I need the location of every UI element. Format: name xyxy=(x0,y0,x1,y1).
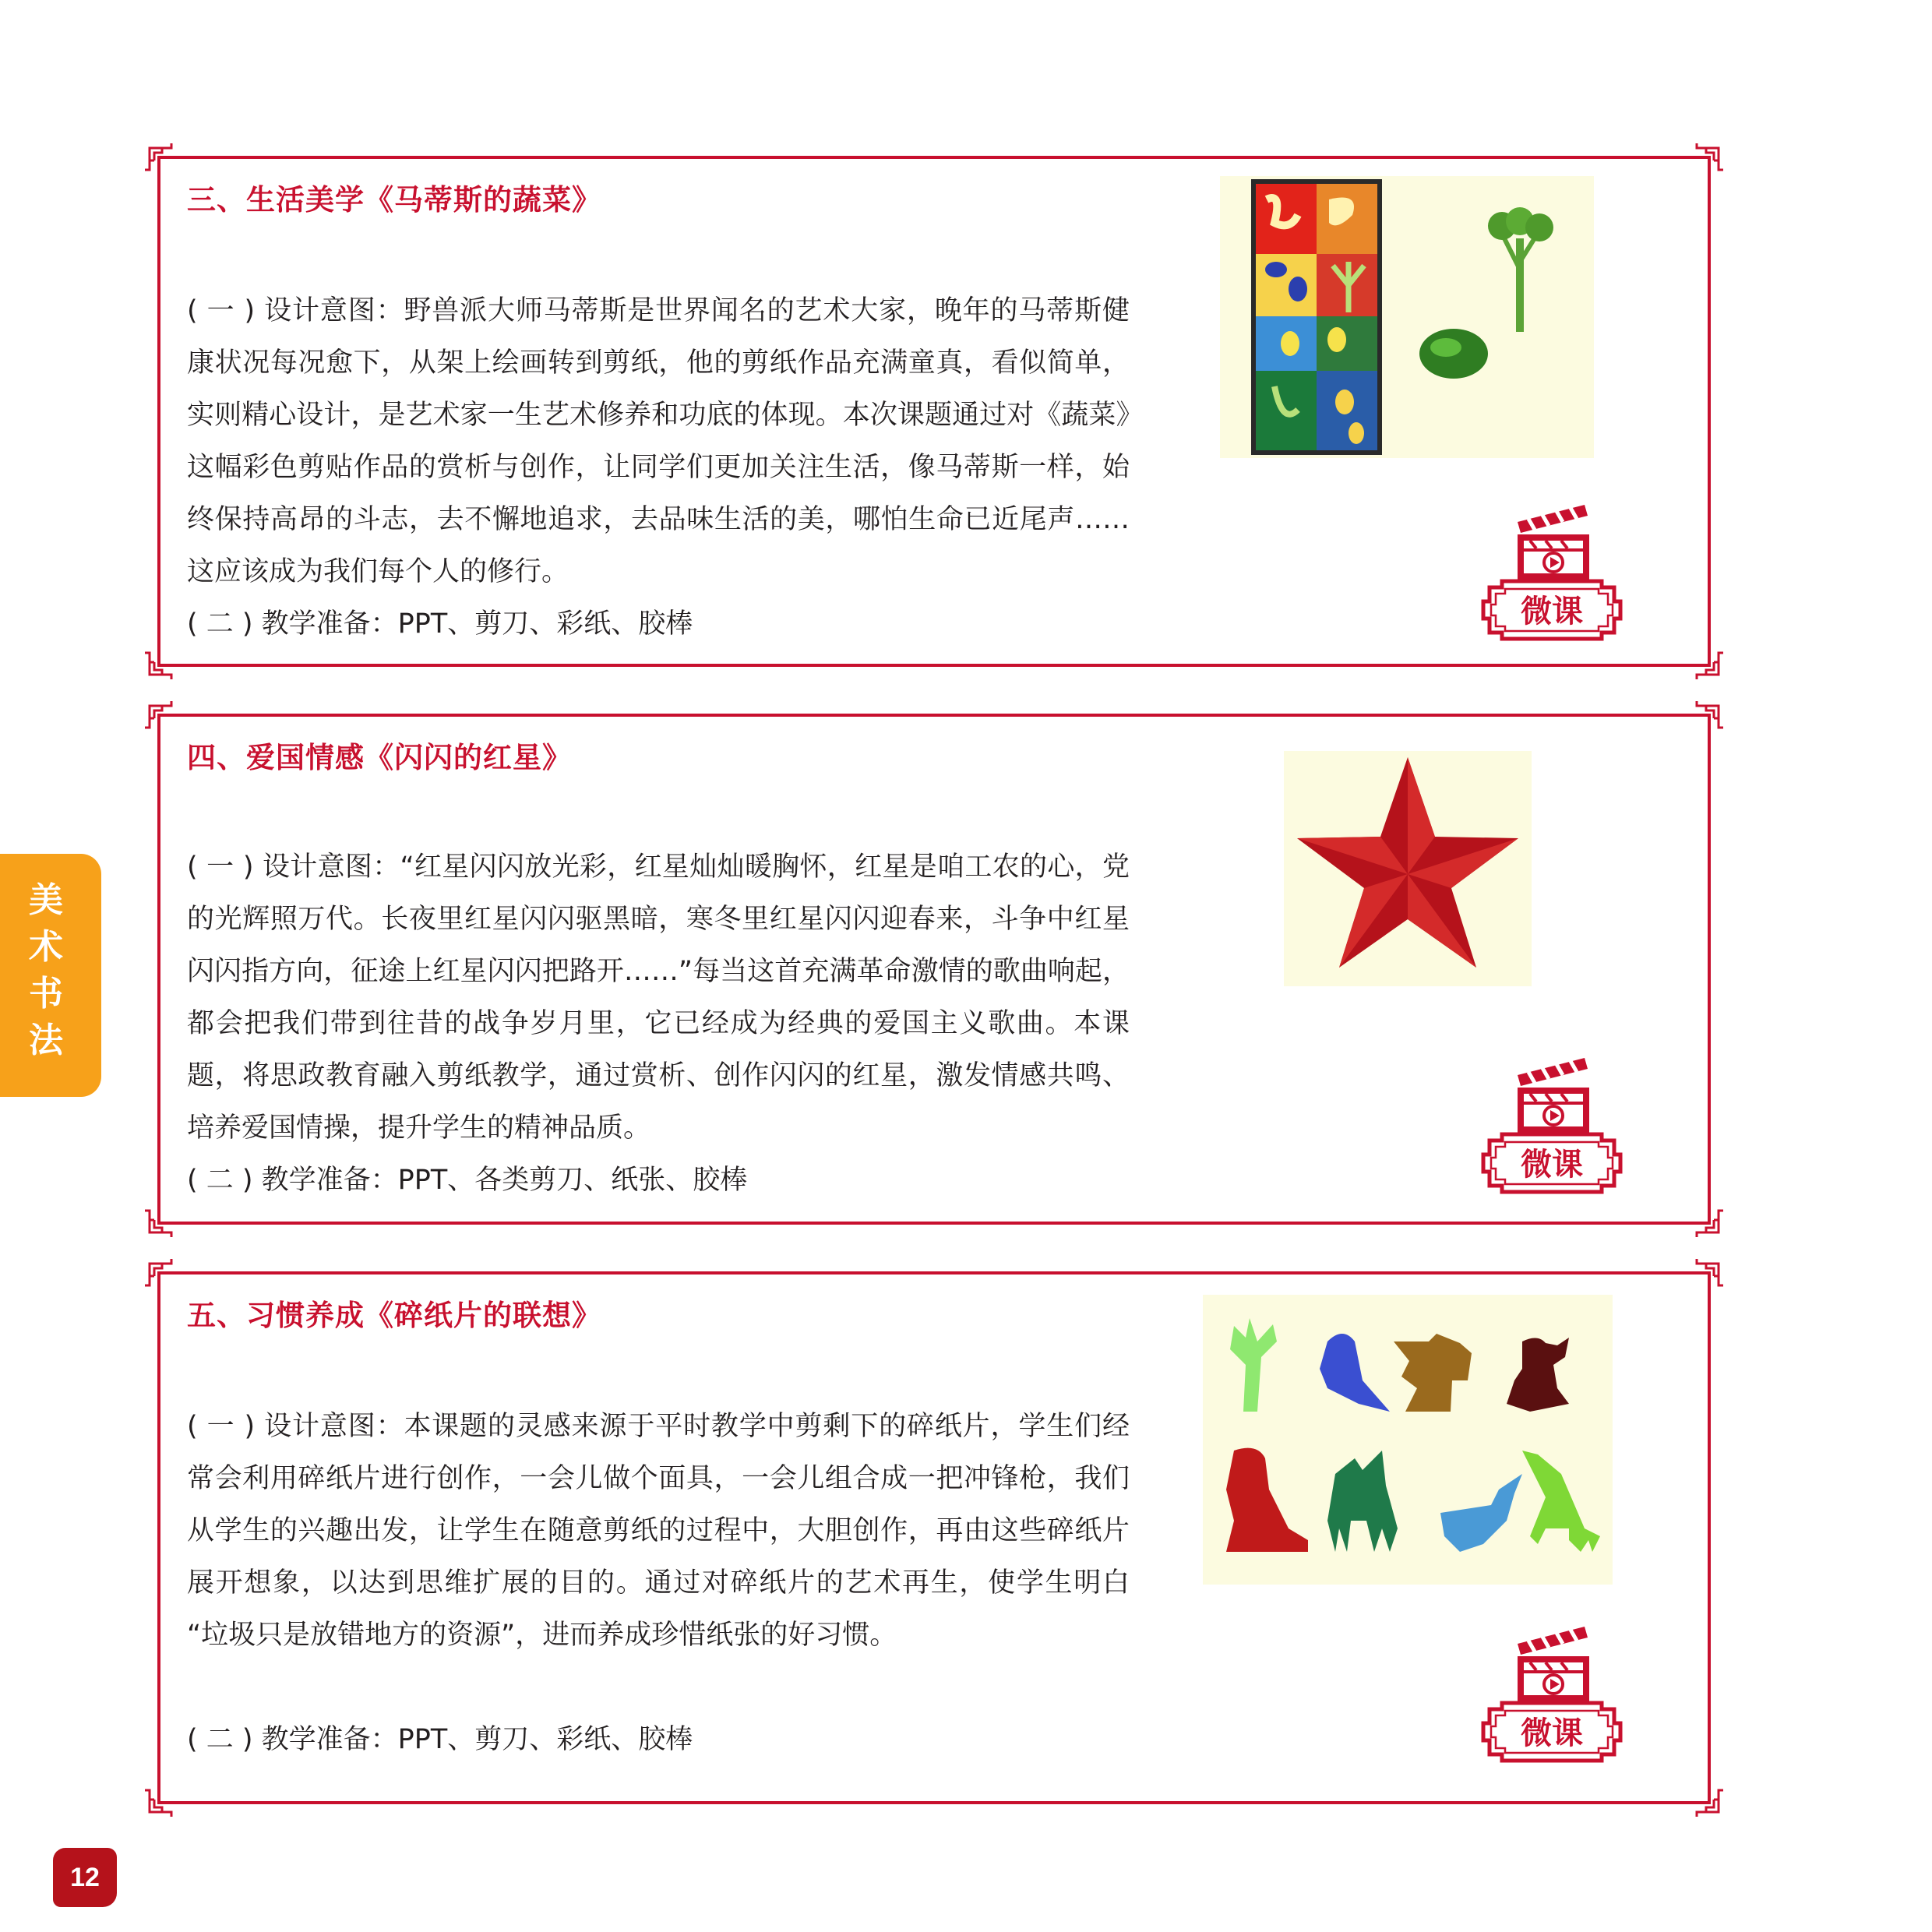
design-intent-text: ( 一 ) 设计意图：本课题的灵感来源于平时教学中剪剩下的碎纸片，学生们经常会利用碎纸片进行创作，一会儿做个面具，一会儿组合成一把冲锋枪，我们从学生的兴趣出发，让学生在随意剪纸的过程中，大胆创作，再由这些碎纸片展开想象，以达到思维扩展的目的。通过对碎纸片的艺术再生，使学生明白 “垃圾只是放错地方的资源”，进而养成珍惜纸张的好习惯。 xyxy=(187,1411,1130,1651)
side-tab-char: 法 xyxy=(29,1021,63,1060)
section-title: 四、爱国情感《闪闪的红星》 xyxy=(187,741,572,774)
side-tab-char: 书 xyxy=(29,974,63,1014)
paper-scraps-shapes-image xyxy=(1203,1295,1613,1585)
badge-label: 微课 xyxy=(1521,1715,1583,1751)
section-card-paper-scraps xyxy=(143,1257,1725,1818)
side-category-tab xyxy=(0,854,101,1097)
weike-microlesson-badge[interactable] xyxy=(1474,1614,1630,1770)
weike-microlesson-badge[interactable] xyxy=(1474,492,1630,648)
design-intent-text: ( 一 ) 设计意图：“红星闪闪放光彩，红星灿灿暖胸怀，红星是咱工农的心，党的光辉照万代。长夜里红星闪闪驱黑暗，寒冬里红星闪闪迎春来，斗争中红星闪闪指方向，征途上红星闪闪把路开……”每当这首充满革命激情的歌曲响起，都会把我们带到往昔的战争岁月里，它已经成为经典的爱国主义歌曲。本课题，将思政教育融入剪纸教学，通过赏析、创作闪闪的红星，激发情感共鸣、培养爱国情操，提升学生的精神品质。 xyxy=(187,851,1130,1144)
teaching-preparation: ( 二 ) 教学准备：PPT、各类剪刀、纸张、胶棒 xyxy=(187,1165,748,1196)
red-star-image xyxy=(1284,751,1532,986)
badge-label: 微课 xyxy=(1521,1147,1583,1183)
design-intent-text: ( 一 ) 设计意图：野兽派大师马蒂斯是世界闻名的艺术大家，晚年的马蒂斯健康状况每况愈下，从架上绘画转到剪纸，他的剪纸作品充满童真，看似简单，实则精心设计，是艺术家一生艺术修养和功底的体现。本次课题通过对《蔬菜》这幅彩色剪贴作品的赏析与创作，让同学们更加关注生活，像马蒂斯一样，始终保持高昂的斗志，去不懈地追求，去品味生活的美，哪怕生命已近尾声……这应该成为我们每个人的修行。 xyxy=(187,295,1130,587)
page-number: 12 xyxy=(53,1848,117,1907)
section-title: 三、生活美学《马蒂斯的蔬菜》 xyxy=(187,183,601,217)
matisse-vegetables-image xyxy=(1220,176,1594,458)
teaching-preparation: ( 二 ) 教学准备：PPT、剪刀、彩纸、胶棒 xyxy=(187,1724,693,1755)
side-tab-char: 美 xyxy=(29,880,63,920)
weike-microlesson-badge[interactable] xyxy=(1474,1045,1630,1201)
side-tab-char: 术 xyxy=(29,927,63,967)
section-card-red-star xyxy=(143,700,1725,1239)
section-title: 五、习惯养成《碎纸片的联想》 xyxy=(187,1299,601,1332)
section-card-matisse xyxy=(143,142,1725,681)
badge-label: 微课 xyxy=(1521,594,1583,629)
teaching-preparation: ( 二 ) 教学准备：PPT、剪刀、彩纸、胶棒 xyxy=(187,608,693,640)
